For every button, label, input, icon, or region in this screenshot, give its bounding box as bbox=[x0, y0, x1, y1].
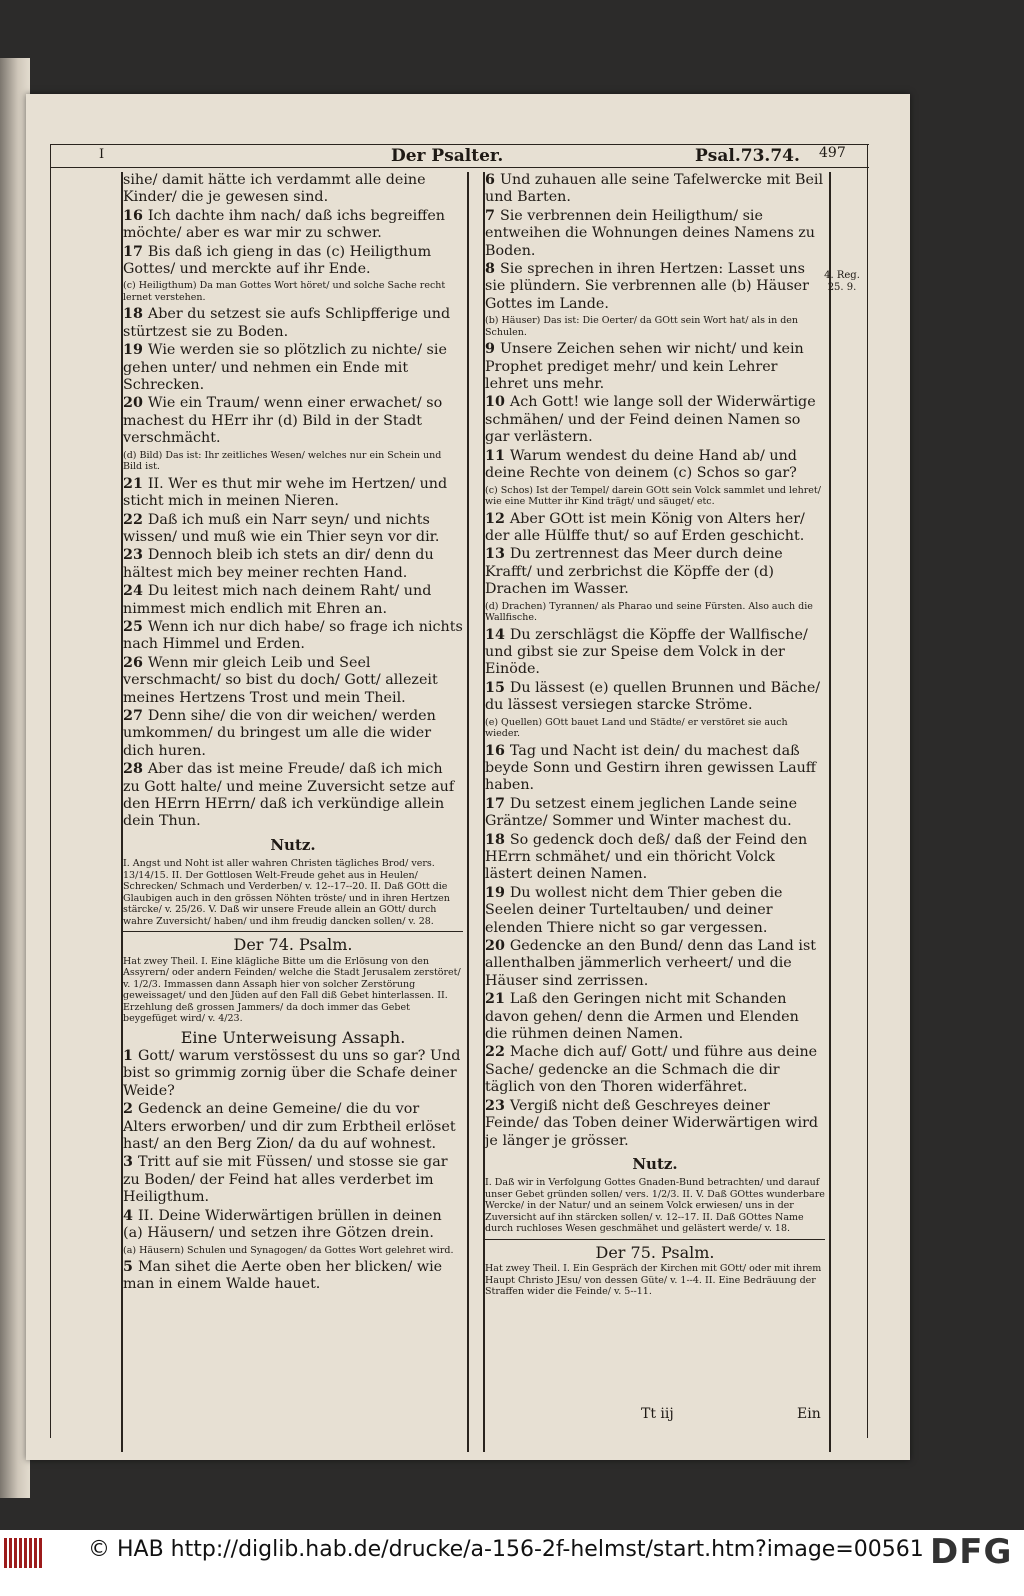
verse bbox=[485, 208, 825, 260]
verse-number: 2 bbox=[123, 1101, 138, 1118]
verse-number: 23 bbox=[485, 1097, 510, 1114]
verse-text: Dennoch bleib ich stets an dir/ denn du hältest mich bey meiner rechten Hand. bbox=[123, 547, 434, 581]
verse-number: 25 bbox=[123, 618, 148, 635]
gloss-note: (a) Häusern) Schulen und Synagogen/ da Gottes Wort gelehret wird. bbox=[123, 1244, 454, 1256]
right-column bbox=[485, 172, 825, 1302]
left-column bbox=[123, 172, 463, 1295]
verse bbox=[123, 342, 463, 394]
verse-text: Du lässest (e) quellen Brunnen und Bäche/ du lässest versiegen starcke Ströme. bbox=[485, 679, 821, 714]
verse bbox=[485, 885, 825, 937]
nutz-heading: Nutz. bbox=[632, 1154, 678, 1173]
verse-number: 14 bbox=[485, 626, 510, 643]
gloss-note: (e) Quellen) GOtt bauet Land und Städte/ er verstöret sie auch wieder. bbox=[485, 716, 788, 740]
catchword: Ein bbox=[797, 1406, 821, 1422]
verse-text: Gott/ warum verstössest du uns so gar? Und bist so grimmig zornig über die Schafe deiner Weide? bbox=[123, 1048, 461, 1099]
verse bbox=[485, 832, 825, 884]
gloss-note: (c) Schos) Ist der Tempel/ darein GOtt sein Volck sammlet und lehret/ wie eine Mutter ihr Kind trägt/ und säuget/ etc. bbox=[485, 484, 821, 507]
verse-text: Gedenck an deine Gemeine/ die du vor Alters erworben/ und dir zum Erbtheil erlöset hast/ an den Berg Zion/ da du auf wohnest. bbox=[123, 1101, 456, 1153]
running-header bbox=[51, 144, 869, 168]
page-number: 497 bbox=[819, 145, 846, 161]
verse bbox=[485, 796, 825, 831]
verse-text: Und zuhauen alle seine Tafelwercke mit Beil und Barten. bbox=[485, 172, 824, 206]
verse-text: Du zertrennest das Meer durch deine Krafft/ und zerbrichst die Köpffe der (d) Drachen im Wasser. bbox=[485, 546, 783, 598]
psalm-argument: Hat zwey Theil. I. Ein Gespräch der Kirchen mit GOtt/ oder mit ihrem Haupt Christo JEsu/ von dessen Güte/ v. 1--4. II. Eine Bedräuung der Straffen wider die Feinde/ v. 5--11. bbox=[485, 1263, 822, 1298]
verse-text: Du leitest mich nach deinem Raht/ und nimmest mich endlich mit Ehren an. bbox=[123, 583, 432, 617]
library-logo-icon bbox=[4, 1538, 48, 1568]
verse bbox=[123, 244, 463, 279]
verse bbox=[485, 546, 825, 598]
verse-number: 21 bbox=[123, 475, 148, 492]
verse-number: 16 bbox=[123, 207, 148, 224]
verse bbox=[485, 743, 825, 795]
gloss-note: (b) Häuser) Das ist: Die Oerter/ da GOtt sein Wort hat/ als in den Schulen. bbox=[485, 315, 799, 338]
verse-text: Du setzest einem jeglichen Lande seine Gräntze/ Sommer und Winter machest du. bbox=[485, 795, 798, 830]
verse bbox=[485, 261, 825, 313]
verse-number: 22 bbox=[485, 1044, 510, 1061]
verse-number: 1 bbox=[123, 1048, 138, 1065]
header-psalm-reference: Psal.73.74. bbox=[695, 146, 800, 166]
verse-text: Ach Gott! wie lange soll der Widerwärtige schmähen/ und der Feind deinen Namen so gar verlästern. bbox=[485, 394, 816, 446]
verse-text: Man sihet die Aerte oben her blicken/ wie man in einem Walde hauet. bbox=[123, 1259, 443, 1293]
verse-number: 28 bbox=[123, 761, 148, 778]
verse-number: 5 bbox=[123, 1259, 138, 1275]
verse-text: Vergiß nicht deß Geschreyes deiner Feinde/ das Toben deiner Widerwärtigen wird je länger je grösser. bbox=[485, 1097, 819, 1149]
verse bbox=[123, 172, 463, 207]
verse-text: Aber das ist meine Freude/ daß ich mich zu Gott halte/ und meine Zuversicht setze auf den HErrn HErrn/ daß ich verkündige allein dein Thun. bbox=[123, 761, 455, 830]
verse bbox=[123, 708, 463, 760]
verse-text: II. Wer es thut mir wehe im Hertzen/ und sticht mich in meinen Nieren. bbox=[123, 475, 448, 510]
verse-number: 18 bbox=[123, 306, 148, 323]
verse bbox=[123, 208, 463, 243]
psalm-heading: Der 74. Psalm. bbox=[123, 931, 463, 953]
verse-text: Wie ein Traum/ wenn einer erwachet/ so machest du HErr ihr (d) Bild in der Stadt verschmächt. bbox=[123, 395, 443, 447]
dfg-logo: DFG bbox=[930, 1532, 1013, 1572]
header-title: Der Psalter. bbox=[391, 146, 504, 166]
verse-number: 26 bbox=[123, 654, 148, 671]
verse-text: Du wollest nicht dem Thier geben die Seelen deiner Turteltauben/ und deiner elenden Thiere nicht so gar vergessen. bbox=[485, 884, 783, 936]
verse bbox=[123, 306, 463, 341]
gloss-note: (c) Heiligthum) Da man Gottes Wort höret/ und solche Sache recht lernet verstehen. bbox=[123, 280, 446, 303]
verse-text: Sie sprechen in ihren Hertzen: Lasset uns sie plündern. Sie verbrennen alle (b) Häuser Gottes im Lande. bbox=[485, 261, 809, 312]
verse bbox=[123, 1154, 463, 1206]
verse-number: 22 bbox=[123, 511, 148, 528]
verse bbox=[485, 341, 825, 393]
verse-number: 18 bbox=[485, 831, 510, 848]
verse-text: Warum wendest du deine Hand ab/ und deine Rechte von deinem (c) Schos so gar? bbox=[485, 447, 797, 482]
verse bbox=[485, 394, 825, 446]
verse-number: 17 bbox=[485, 795, 510, 812]
verse-text: Unsere Zeichen sehen wir nicht/ und kein Prophet prediget mehr/ und kein Lehrer lehret uns mehr. bbox=[485, 341, 804, 393]
signature-mark: Tt iij bbox=[641, 1406, 674, 1422]
verse-text: sihe/ damit hätte ich verdammt alle deine Kinder/ die je gewesen sind. bbox=[123, 172, 426, 206]
source-credit-link[interactable]: © HAB http://diglib.hab.de/drucke/a-156-2f-helmst/start.htm?image=00561 bbox=[88, 1537, 924, 1562]
credit-bar bbox=[0, 1530, 1024, 1596]
gloss-note: (d) Bild) Das ist: Ihr zeitliches Wesen/ welches nur ein Schein und Bild ist. bbox=[123, 449, 442, 473]
verse-number: 17 bbox=[123, 243, 148, 260]
verse-text: Gedencke an den Bund/ denn das Land ist allenthalben jämmerlich verheert/ und die Häuser sind zerrissen. bbox=[485, 938, 817, 989]
verse bbox=[485, 627, 825, 679]
verse-text: Aber GOtt ist mein König von Alters her/ der alle Hülffe thut/ so auf Erden geschicht. bbox=[485, 510, 805, 544]
verse-number: 10 bbox=[485, 394, 510, 411]
verse bbox=[123, 1048, 463, 1100]
text-frame bbox=[50, 144, 868, 1438]
verse-number: 3 bbox=[123, 1154, 138, 1171]
verse-text: Wenn mir gleich Leib und Seel verschmacht/ so bist du doch/ Gott/ allezeit meines Hertzens Trost und mein Theil. bbox=[123, 654, 438, 706]
verse-text: Sie verbrennen dein Heiligthum/ sie entweihen die Wohnungen deines Namens zu Boden. bbox=[485, 207, 815, 259]
verse-number: 20 bbox=[123, 395, 148, 412]
verse-number: 15 bbox=[485, 679, 510, 696]
verse-text: Bis daß ich gieng in das (c) Heiligthum Gottes/ und merckte auf ihr Ende. bbox=[123, 243, 432, 278]
margin-reference: 4. Reg. 25. 9. bbox=[824, 270, 860, 293]
verse-number: 11 bbox=[485, 447, 510, 464]
verse-number: 19 bbox=[123, 342, 148, 359]
nutz-text: I. Angst und Noht ist aller wahren Christen tägliches Brod/ vers. 13/14/15. II. Der Gottlosen Welt-Freude gehet aus in Heulen/ Schrecken/ Schmach und Verderben/ v. 12--17--20. II. Daß GOtt die Glaubigen auch in den grössen Nöhten tröste/ und in ihren Hertzen stärcke/ v. 25/26. V. Daß wir unsere Freude allein an GOtt/ durch wahre Zuversicht/ haben/ und ihm freudig dancken sollen/ v. 28. bbox=[123, 858, 450, 927]
verse bbox=[123, 655, 463, 707]
verse-text: So gedenck doch deß/ daß der Feind den HErrn schmähet/ und ein thöricht Volck lästert deinen Namen. bbox=[485, 831, 808, 883]
verse bbox=[485, 680, 825, 715]
verse bbox=[123, 547, 463, 582]
verse bbox=[123, 619, 463, 654]
psalm-subtitle: Eine Unterweisung Assaph. bbox=[180, 1027, 406, 1047]
psalm-heading: Der 75. Psalm. bbox=[485, 1239, 825, 1261]
verse bbox=[485, 448, 825, 483]
book-page bbox=[26, 94, 910, 1460]
verse-number: 8 bbox=[485, 261, 500, 278]
verse bbox=[485, 1098, 825, 1150]
verse-text: Aber du setzest sie aufs Schlipfferige und stürtzest sie zu Boden. bbox=[123, 306, 451, 340]
gloss-note: (d) Drachen) Tyrannen/ als Pharao und seine Fürsten. Also auch die Wallfische. bbox=[485, 600, 813, 624]
verse-number: 19 bbox=[485, 884, 510, 901]
verse bbox=[485, 938, 825, 990]
verse-number: 13 bbox=[485, 546, 510, 563]
verse bbox=[123, 583, 463, 618]
verse bbox=[485, 172, 825, 207]
verse-number: 6 bbox=[485, 172, 500, 188]
verse bbox=[123, 1208, 463, 1243]
verse-number: 21 bbox=[485, 991, 510, 1008]
verse-text: Tag und Nacht ist dein/ du machest daß beyde Sonn und Gestirn ihren gewissen Lauff haben. bbox=[485, 742, 816, 794]
verse-text: Mache dich auf/ Gott/ und führe aus deine Sache/ gedencke an die Schmach die dir täglich von den Thoren widerfähret. bbox=[485, 1044, 818, 1096]
verse bbox=[123, 1101, 463, 1153]
verse-text: Ich dachte ihm nach/ daß ichs begreiffen möchte/ aber es war mir zu schwer. bbox=[123, 207, 446, 242]
nutz-text: I. Daß wir in Verfolgung Gottes Gnaden-Bund betrachten/ und darauf unser Gebet gründen sollen/ vers. 1/2/3. II. V. Daß GOttes wunderbare Wercke/ in der Natur/ und an seinem Volck erwiesen/ uns in der Zuversicht auf ihn stärcken sollen/ v. 12--17. II. Daß GOttes Name durch ruchloses Wesen geschmähet und gelästert werde/ v. 18. bbox=[485, 1177, 825, 1235]
verse-text: Denn sihe/ die von dir weichen/ werden umkommen/ du bringest um alle die wider dich huren. bbox=[123, 707, 436, 759]
verse bbox=[123, 476, 463, 511]
verse bbox=[123, 1259, 463, 1294]
verse-text: II. Deine Widerwärtigen brüllen in deinen (a) Häusern/ und setzen ihre Götzen drein. bbox=[123, 1207, 442, 1242]
header-column-mark: I bbox=[99, 147, 105, 162]
verse-number: 23 bbox=[123, 547, 148, 564]
nutz-heading: Nutz. bbox=[270, 835, 316, 854]
verse-text: Laß den Geringen nicht mit Schanden davon gehen/ denn die Armen und Elenden die rühmen deinen Namen. bbox=[485, 991, 799, 1043]
verse-number: 7 bbox=[485, 207, 500, 224]
column-rule bbox=[829, 172, 831, 1452]
verse-number: 4 bbox=[123, 1207, 138, 1224]
column-rule bbox=[467, 172, 469, 1452]
verse-text: Wenn ich nur dich habe/ so frage ich nichts nach Himmel und Erden. bbox=[123, 618, 463, 653]
verse bbox=[123, 395, 463, 447]
verse bbox=[485, 511, 825, 546]
verse-text: Daß ich muß ein Narr seyn/ und nichts wissen/ und muß wie ein Thier seyn vor dir. bbox=[123, 511, 440, 545]
verse-number: 20 bbox=[485, 938, 510, 955]
verse-text: Wie werden sie so plötzlich zu nichte/ sie gehen unter/ und nehmen ein Ende mit Schrecken. bbox=[123, 342, 447, 394]
verse-text: Tritt auf sie mit Füssen/ und stosse sie gar zu Boden/ der Feind hat alles verderbet im Heiligthum. bbox=[123, 1154, 448, 1206]
verse-text: Du zerschlägst die Köpffe der Wallfische/ und gibst sie zur Speise dem Volck in der Einöde. bbox=[485, 626, 808, 678]
psalm-argument: Hat zwey Theil. I. Eine klägliche Bitte um die Erlösung von den Assyrern/ oder andern Feinden/ welche die Stadt Jerusalem zerstöret/ v. 1/2/3. Immassen dann Assaph hier von solcher Zerstörung geweissaget/ und den Jüden auf den Fall diß Gebet hinterlassen. II. Erzehlung deß grossen Jammers/ da doch immer das Gebet beygefüget wird/ v. 4/23. bbox=[123, 955, 461, 1025]
verse-number: 27 bbox=[123, 707, 148, 724]
verse-number: 9 bbox=[485, 341, 500, 358]
verse bbox=[123, 512, 463, 547]
verse-number: 24 bbox=[123, 583, 148, 600]
verse bbox=[485, 991, 825, 1043]
verse bbox=[123, 761, 463, 831]
verse-number: 12 bbox=[485, 510, 510, 527]
verse-number: 16 bbox=[485, 742, 510, 759]
verse bbox=[485, 1044, 825, 1096]
